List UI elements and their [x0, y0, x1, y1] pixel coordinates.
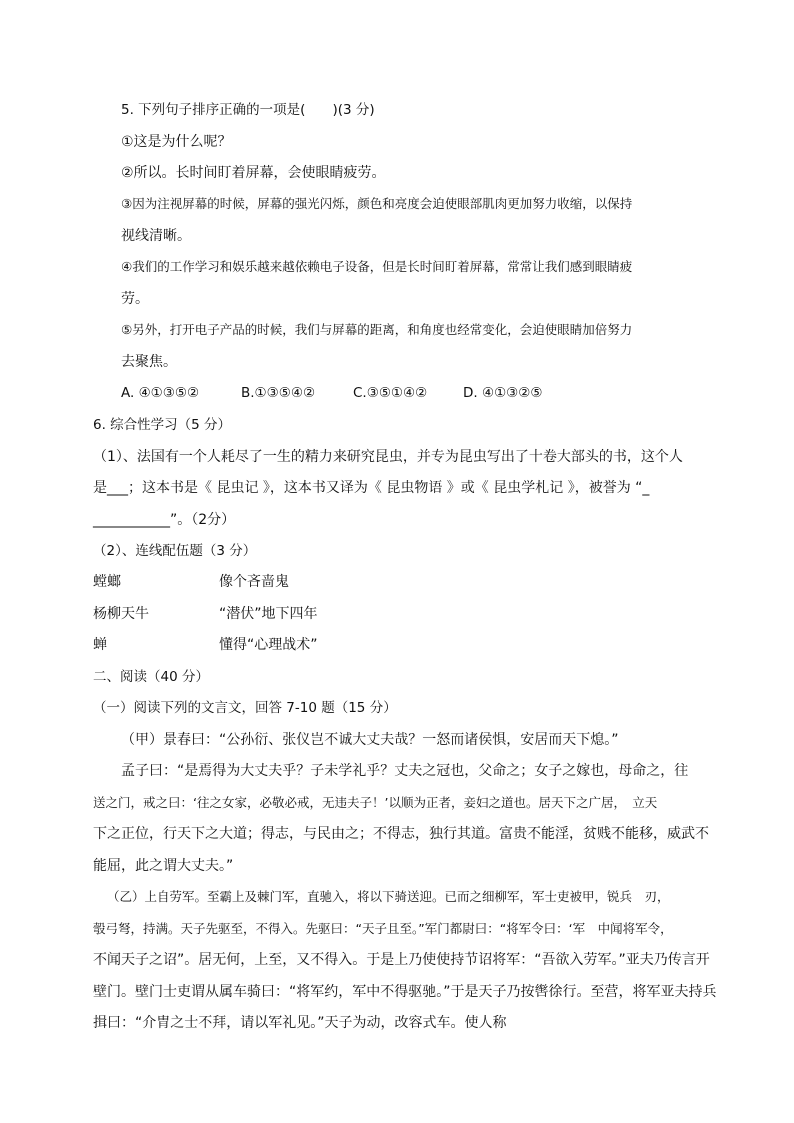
q5-sentence-5-line1: ⑤另外，打开电子产品的时候，我们与屏幕的距离，和角度也经常变化，会迫使眼睛加倍努力: [121, 322, 633, 337]
match-right-item: 像个吝啬鬼: [219, 574, 289, 590]
q6-part2-title: （2）、连线配伍题（3 分）: [93, 543, 257, 559]
passage-yi-line4: 壁门。壁门士吏谓从属车骑曰：“将军约，军中不得驱驰。”于是天子乃按辔徐行。至营，将军亚夫持兵: [93, 984, 717, 1000]
q5-stem: 5. 下列句子排序正确的一项是( )(3 分): [121, 102, 375, 118]
passage-jia-line5: 能屈，此之谓大丈夫。”: [93, 858, 234, 874]
reading-part1-heading: （一）阅读下列的文言文，回答 7-10 题（15 分）: [93, 700, 397, 716]
match-right-item: 懂得“心理战术”: [219, 637, 318, 653]
passage-jia-line4: 下之正位，行天下之大道；得志，与民由之；不得志，独行其道。富贵不能淫，贫贱不能移，威武不: [93, 826, 709, 842]
q5-sentence-3-line2: 视线清晰。: [121, 228, 191, 244]
q5-sentence-4-line2: 劳。: [121, 291, 149, 307]
match-right-item: “潜伏”地下四年: [219, 606, 318, 622]
passage-jia-line2: 孟子曰：“是焉得为大丈夫乎？子未学礼乎？丈夫之冠也，父命之；女子之嫁也，母命之，往: [121, 763, 689, 779]
match-left-item: 螳螂: [93, 574, 121, 590]
q6-part1-line3: ___________”。（2分）: [93, 512, 236, 528]
section-reading-title: 二、阅读（40 分）: [93, 669, 209, 685]
passage-jia-line1: （甲）景春曰：“公孙衍、张仪岂不诚大丈夫哉？一怒而诸侯惧，安居而天下熄。”: [121, 732, 619, 748]
match-left-item: 蝉: [93, 637, 107, 653]
q5-option-d: D. ④①③②⑤: [463, 385, 543, 401]
q6-part1-line1: （1）、法国有一个人耗尽了一生的精力来研究昆虫，并专为昆虫写出了十卷大部头的书，这个人: [93, 449, 683, 465]
q5-sentence-1: ①这是为什么呢？: [121, 134, 232, 150]
passage-yi-line3: 不闻天子之诏”。居无何，上至，又不得入。于是上乃使使持节诏将军：“吾欲入劳军。”亚夫乃传言开: [93, 952, 710, 968]
passage-yi-line1: （乙）上自劳军。至霸上及棘门军，直驰入，将以下骑送迎。已而之细柳军，军士吏被甲，锐兵 刃，: [107, 889, 670, 904]
passage-yi-line5: 揖曰：“介胄之士不拜，请以军礼见。”天子为动，改容式车。使人称: [93, 1015, 507, 1031]
q5-option-a: A. ④①③⑤②: [121, 385, 200, 401]
q5-sentence-2: ②所以。长时间盯着屏幕，会使眼睛疲劳。: [121, 165, 386, 181]
q5-option-b: B.①③⑤④②: [241, 385, 316, 401]
passage-yi-line2: 彀弓弩，持满。天子先驱至，不得入。先驱曰：“天子且至。”军门都尉曰：“将军令曰：‘军 中闻将军令，: [93, 921, 673, 936]
q5-sentence-4-line1: ④我们的工作学习和娱乐越来越依赖电子设备，但是长时间盯着屏幕，常常让我们感到眼睛疲: [121, 259, 633, 274]
q5-sentence-3-line1: ③因为注视屏幕的时候，屏幕的强光闪烁，颜色和亮度会迫使眼部肌肉更加努力收缩，以保持: [121, 196, 633, 211]
q5-sentence-5-line2: 去聚焦。: [121, 354, 177, 370]
match-left-item: 杨柳天牛: [93, 606, 149, 622]
q6-part1-line2: 是___；这本书是《 昆虫记 》，这本书又译为《 昆虫物语 》或《 昆虫学札记 》，被誉为 “_: [93, 480, 650, 496]
passage-jia-line3: 送之门，戒之曰：‘往之女家，必敬必戒，无违夫子！’以顺为正者，妾妇之道也。居天下之广居， 立天: [93, 795, 658, 810]
q6-title: 6. 综合性学习（5 分）: [93, 417, 232, 433]
q5-option-c: C.③⑤①④②: [353, 385, 428, 401]
